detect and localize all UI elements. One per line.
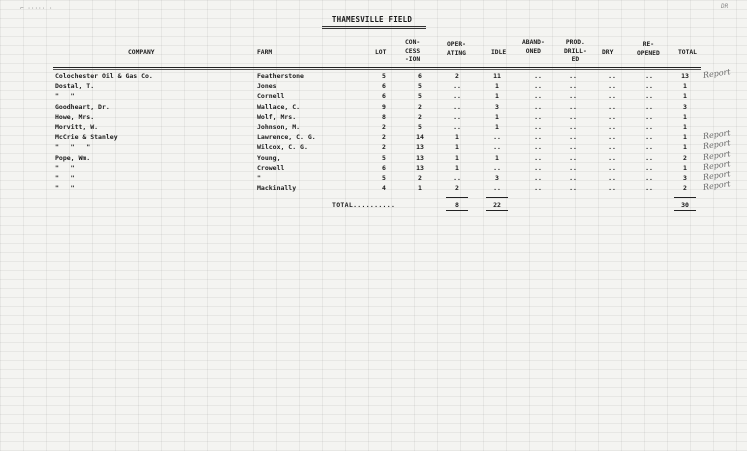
dry-cell: .. — [608, 163, 616, 172]
reopened-cell: .. — [645, 153, 653, 162]
farm-cell: Cornell — [257, 92, 285, 101]
total-cell: 2 — [683, 153, 687, 162]
handwritten-note: Report — [702, 138, 732, 152]
handwritten-note: Report — [702, 158, 732, 172]
total-cell: 1 — [683, 82, 687, 91]
farm-cell: Lawrence, C. G. — [257, 133, 316, 142]
sum-rule-operating — [446, 197, 468, 198]
idle-cell: .. — [493, 163, 501, 172]
abandoned-cell: .. — [534, 143, 542, 152]
header-dry: DRY — [602, 49, 614, 56]
lot-cell: 4 — [382, 184, 386, 193]
header-company: COMPANY — [128, 49, 155, 56]
abandoned-cell: .. — [534, 153, 542, 162]
company-cell: Colochester Oil & Gas Co. — [55, 72, 153, 80]
lot-cell: 5 — [382, 72, 386, 80]
prod-drilled-cell: .. — [569, 133, 577, 142]
prod-drilled-cell: .. — [569, 72, 577, 80]
abandoned-cell: .. — [534, 92, 542, 101]
prod-drilled-cell: .. — [569, 163, 577, 172]
header-rule-2 — [53, 69, 701, 70]
header-prod-drilled: PROD. DRILL- ED — [564, 39, 587, 63]
sum-underline-total — [674, 210, 696, 211]
idle-cell: 1 — [495, 82, 499, 91]
farm-cell: Mackinally — [257, 184, 297, 193]
sum-underline-idle — [486, 210, 508, 211]
farm-cell: " — [257, 174, 261, 182]
farm-cell: Wilcox, C. G. — [257, 143, 308, 152]
handwritten-note: Report — [702, 128, 732, 142]
farm-cell: Wallace, C. — [257, 102, 301, 111]
abandoned-cell: .. — [534, 82, 542, 91]
operating-cell: 1 — [455, 153, 459, 162]
total-total: 30 — [681, 201, 689, 209]
company-cell: " " — [55, 92, 75, 101]
prod-drilled-cell: .. — [569, 174, 577, 182]
concession-cell: 5 — [418, 92, 422, 101]
company-cell: " " " — [55, 143, 91, 152]
dry-cell: .. — [608, 123, 616, 131]
abandoned-cell: .. — [534, 163, 542, 172]
operating-cell: 2 — [455, 184, 459, 193]
concession-cell: 5 — [418, 82, 422, 91]
dry-cell: .. — [608, 143, 616, 152]
reopened-cell: .. — [645, 102, 653, 111]
operating-cell: .. — [453, 112, 461, 121]
lot-cell: 5 — [382, 174, 386, 182]
abandoned-cell: .. — [534, 184, 542, 193]
lot-cell: 2 — [382, 143, 386, 152]
idle-cell: 1 — [495, 92, 499, 101]
operating-cell: .. — [453, 174, 461, 182]
reopened-cell: .. — [645, 133, 653, 142]
header-reopened: RE- OPENED — [637, 41, 660, 57]
idle-cell: 3 — [495, 102, 499, 111]
farm-cell: Crowell — [257, 163, 285, 172]
company-cell: " " — [55, 174, 75, 182]
total-label: TOTAL.......... — [332, 201, 396, 209]
total-operating: 8 — [455, 201, 459, 209]
prod-drilled-cell: .. — [569, 82, 577, 91]
prod-drilled-cell: .. — [569, 184, 577, 193]
reopened-cell: .. — [645, 184, 653, 193]
header-concession: CON- CESS -ION — [405, 39, 421, 63]
dry-cell: .. — [608, 184, 616, 193]
abandoned-cell: .. — [534, 112, 542, 121]
dry-cell: .. — [608, 174, 616, 182]
header-abandoned: ABAND- ONED — [522, 39, 545, 55]
handwritten-note: Report — [702, 179, 732, 193]
total-cell: 3 — [683, 102, 687, 111]
sum-underline-operating — [446, 210, 468, 211]
farm-cell: Wolf, Mrs. — [257, 112, 297, 121]
total-cell: 1 — [683, 143, 687, 152]
operating-cell: .. — [453, 92, 461, 101]
reopened-cell: .. — [645, 143, 653, 152]
total-cell: 1 — [683, 112, 687, 121]
abandoned-cell: .. — [534, 102, 542, 111]
operating-cell: .. — [453, 82, 461, 91]
prod-drilled-cell: .. — [569, 153, 577, 162]
operating-cell: .. — [453, 123, 461, 131]
company-cell: Pope, Wm. — [55, 153, 91, 162]
idle-cell: 11 — [493, 72, 501, 80]
concession-cell: 2 — [418, 174, 422, 182]
dry-cell: .. — [608, 72, 616, 80]
idle-cell: 1 — [495, 153, 499, 162]
header-idle: IDLE — [491, 49, 507, 56]
reopened-cell: .. — [645, 82, 653, 91]
abandoned-cell: .. — [534, 123, 542, 131]
dry-cell: .. — [608, 102, 616, 111]
company-cell: " " — [55, 184, 75, 193]
lot-cell: 6 — [382, 92, 386, 101]
handwritten-note: Report — [702, 67, 732, 80]
reopened-cell: .. — [645, 123, 653, 131]
total-cell: 2 — [683, 184, 687, 193]
reopened-cell: .. — [645, 174, 653, 182]
dry-cell: .. — [608, 153, 616, 162]
total-cell: 1 — [683, 163, 687, 172]
reopened-cell: .. — [645, 72, 653, 80]
abandoned-cell: .. — [534, 72, 542, 80]
page-title: THAMESVILLE FIELD — [331, 15, 413, 24]
prod-drilled-cell: .. — [569, 102, 577, 111]
idle-cell: .. — [493, 184, 501, 193]
farm-cell: Jones — [257, 82, 277, 91]
operating-cell: .. — [453, 102, 461, 111]
dry-cell: .. — [608, 92, 616, 101]
farm-cell: Featherstone — [257, 72, 304, 80]
lot-cell: 6 — [382, 163, 386, 172]
farm-cell: Young, — [257, 153, 281, 162]
total-cell: 3 — [683, 174, 687, 182]
dry-cell: .. — [608, 112, 616, 121]
prod-drilled-cell: .. — [569, 143, 577, 152]
prod-drilled-cell: .. — [569, 92, 577, 101]
concession-cell: 5 — [418, 123, 422, 131]
total-cell: 1 — [683, 92, 687, 101]
company-cell: Dostal, T. — [55, 82, 95, 91]
title-underline — [322, 26, 426, 27]
company-cell: Goodheart, Dr. — [55, 102, 110, 111]
idle-cell: .. — [493, 143, 501, 152]
concession-cell: 2 — [418, 112, 422, 121]
idle-cell: .. — [493, 133, 501, 142]
handwritten-note: Report — [702, 169, 732, 182]
company-cell: " " — [55, 163, 75, 172]
header-operating: OPER- ATING — [447, 41, 466, 57]
operating-cell: 1 — [455, 133, 459, 142]
dry-cell: .. — [608, 82, 616, 91]
concession-cell: 2 — [418, 102, 422, 111]
lot-cell: 5 — [382, 153, 386, 162]
company-cell: Morvitt, W. — [55, 123, 99, 131]
company-cell: Howe, Mrs. — [55, 112, 95, 121]
sum-rule-idle — [486, 197, 508, 198]
operating-cell: 1 — [455, 143, 459, 152]
dry-cell: .. — [608, 133, 616, 142]
total-cell: 1 — [683, 133, 687, 142]
concession-cell: 13 — [416, 153, 424, 162]
handwritten-note: Report — [702, 148, 732, 162]
prod-drilled-cell: .. — [569, 112, 577, 121]
header-farm: FARM — [257, 49, 273, 56]
total-idle: 22 — [493, 201, 501, 209]
header-total: TOTAL — [678, 49, 697, 56]
company-cell: McCrie & Stanley — [55, 133, 118, 142]
header-lot: LOT — [375, 49, 387, 56]
concession-cell: 13 — [416, 163, 424, 172]
lot-cell: 9 — [382, 102, 386, 111]
reopened-cell: .. — [645, 92, 653, 101]
idle-cell: 3 — [495, 174, 499, 182]
total-cell: 13 — [681, 72, 689, 80]
operating-cell: 1 — [455, 163, 459, 172]
abandoned-cell: .. — [534, 174, 542, 182]
farm-cell: Johnson, M. — [257, 123, 301, 131]
concession-cell: 1 — [418, 184, 422, 193]
header-rule — [53, 67, 701, 68]
idle-cell: 1 — [495, 112, 499, 121]
operating-cell: 2 — [455, 72, 459, 80]
prod-drilled-cell: .. — [569, 123, 577, 131]
lot-cell: 8 — [382, 112, 386, 121]
concession-cell: 13 — [416, 143, 424, 152]
abandoned-cell: .. — [534, 133, 542, 142]
lot-cell: 2 — [382, 133, 386, 142]
sum-rule-total — [674, 197, 696, 198]
lot-cell: 6 — [382, 82, 386, 91]
title-underline-2 — [322, 28, 426, 29]
concession-cell: 6 — [418, 72, 422, 80]
concession-cell: 14 — [416, 133, 424, 142]
idle-cell: 1 — [495, 123, 499, 131]
lot-cell: 2 — [382, 123, 386, 131]
reopened-cell: .. — [645, 163, 653, 172]
reopened-cell: .. — [645, 112, 653, 121]
total-cell: 1 — [683, 123, 687, 131]
margin-scribble: ⌐ ····· · — [20, 5, 53, 12]
corner-mark: DR — [721, 3, 729, 10]
